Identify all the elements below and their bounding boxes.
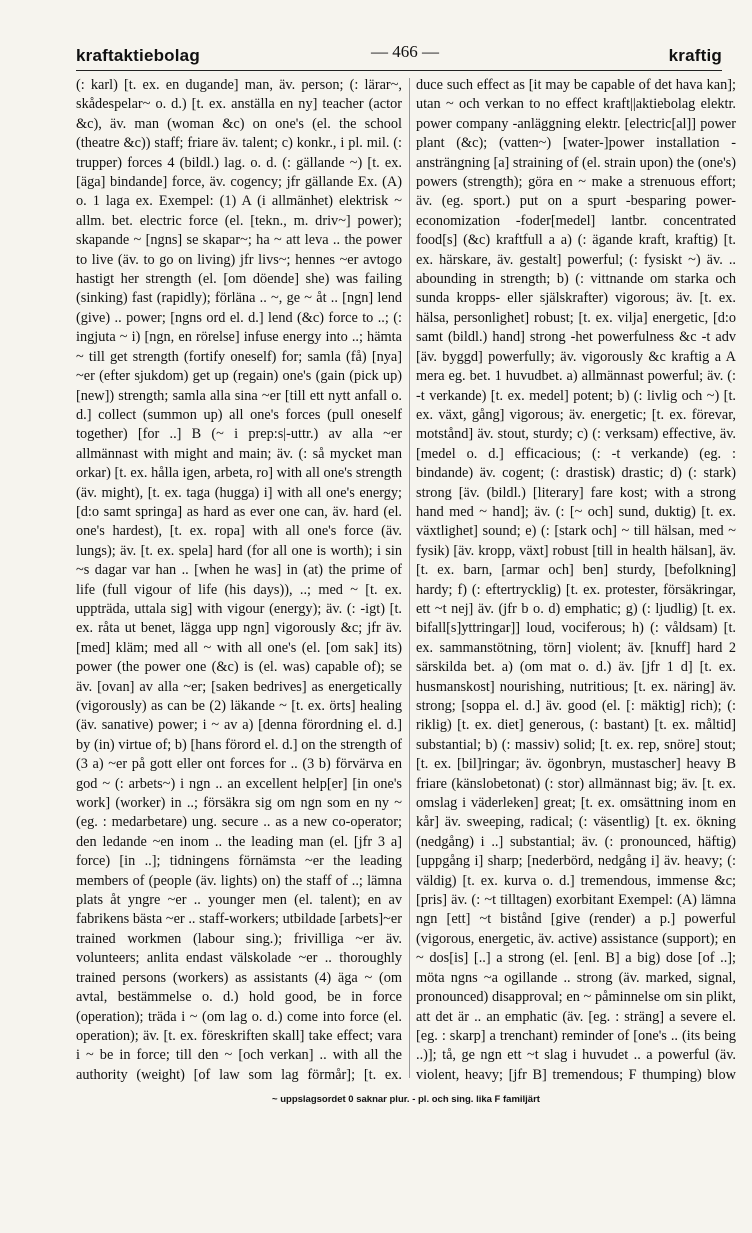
left-column-text: (: karl) [t. ex. en dugande] man, äv. person; (: lärar~, skådespelar~ o. d.) [t. ex. anställa en ny] teacher (actor &c), äv. man (woman &c) on one's (el. the school (theatre &c)) staff; friare äv. talent; c) konkr., i pl. mil. (: trupper) forces 4 (bildl.) lag. o. d. (: gällande ~) [t. ex. [äga] bindande] force, äv. cogency; jfr gällande Ex. (A) o. 1 laga ex. Exempel: (1) A (i allmänhet) elektrisk ~ allm. bet. electric force (el. [tekn., m. driv~] power); skapande ~ [ngns] se skapar~; ha ~ att leva .. the power to live (äv. to go on living) jfr livs~; hennes ~er avtogo hastigt her strength (el. [om döende] she) was failing (sinking) fast (rapidly); förläna .. ~, ge ~ åt .. [ngn] lend (give) .. power; [ngns ord el. d.] lend (&c) force to ..; (: ingjuta ~ i) [ngn, en rörelse] infuse energy into ..; hämta ~ till get strength (fortify oneself) for; samla (få) [nya] ~er (efter sjukdom) get up (regain) one's (gain (pick up) [new]) strength; samla alla sina ~er [till ett nytt anfall o. d.] collect (summon up) all one's forces (pull oneself together) [for ..] B (~ i prep:s|-uttr.) av alla ~er allmännast with might and main; äv. (: så mycket man orkar) [t. ex. hålla igen, arbeta, ro] with all one's strength (äv. might), [t. ex. taga (hugga) i] with all one's energy; [d:o samt springa] as hard as ever one can, äv. hard (el. one's hardest), [t. ex. ropa] with all one's force (äv. lungs); äv. [t. ex. spela] hard (for all one is worth); i sin ~s dagar var han .. [when he was] in (at) the prime of life (full vigour of life (his days)), ..; med ~ [t. ex. uppträda, uttala sig] with vigour (energy); äv. (: -igt) [t. ex. råta ut benet, lägga upp ngn] vigorously &c; jfr äv. [med] kläm; med all ~ with all one's (el. [om sak] its) power (the power one (&c) is (el. was) capable of); se äv. [ovan] av alla ~er; [saken bedrives] as energetically (vigorously) as can be (2) läkande ~ [t. ex. örts] healing (äv. sanative) power; i ~ av a) [denna förordning el. d.] by (in) virtue of; b) [hans förord el. d.] on the strength of (3 a) ~er på gott eller ont forces for .. (3 b) förvärva en god ~ (: arbets~) i ngn .. an excellent help[er] [in one's work] (worker) in ..; försäkra sig om ngn som en ny ~ (eg. : medarbetare) ung. secure .. as a new co-operator; den ledande ~en inom .. the leading man (el. [jfr 3 a] force) [in ..]; tidningens förnämsta ~er the leading members of (people (äv. lights) on) the staff of ..; lämna plats åt yngre ~er .. younger men (el. talent); en av fabrikens bästa ~er .. staff-workers; utbildade [arbets]~er trained workmen (labour sing.); frivilliga ~er äv. volunteers; anlita endast välskolade ~er .. thoroughly trained persons (workers) as assistants (4) äga ~ (om avtal, bestämmelse o. d.) hold good, be in force (operation); träda i ~ (om lag o. d.) come into force (el. operation); äv. [t. ex. föreskriften skall] take effect; vara i ~ be in force; till den ~ [och verkan] .. with all the authority (weight) [of law som lag förmår]; [t. ex. [76, 77, 402, 1083]
header-guide-word-right: kraftig [668, 46, 722, 65]
left-column [76, 76, 402, 1086]
footer-legend: ~ uppslagsordet 0 saknar plur. - pl. och sing. lika F familjärt [272, 1094, 540, 1105]
page-number: — 466 — [371, 42, 439, 61]
right-column-text: duce such effect as [it may be capable of det hava kan]; utan ~ och verkan to no effect kraft||aktiebolag elektr. power company -anläggning elektr. [electric[al]] power plant (&c); (vatten~) [water-]power installation -ansträngning [a] straining of (el. strain upon) the (one's) powers (strength); göra en ~ make a strenuous effort; äv. (eg. sport.) put on a spurt -besparing power-economization -foder[medel] lantbr. concentrated food[s] (&c) kraftfull a a) (: ägande kraft, kraftig) [t. ex. härskare, äv. gestalt] powerful; (: fysiskt ~) äv. .. abounding in strength; b) (: vittnande om starka och sunda kropps- eller själskrafter) vigorous; äv. [t. ex. hälsa, personlighet] robust; [t. ex. vilja] energetic, [d:o samt (bildl.) hand] strong -het powerfulness &c -t adv [äv. byggd] powerfully; äv. vigorously &c kraftig a A mera eg. bet. 1 huvudbet. a) allmännast powerful; äv. (: -t verkande) [t. ex. medel] potent; b) (: livlig och ~) [t. ex. växt, gång] vigorous; äv. energetic; [t. ex. förevar, motstånd] äv. stout, sturdy; c) (: verksam) effective, äv. [medel o. d.] efficacious; (: -t verkande) (eg. : bindande) äv. cogent; (: drastisk) drastic; d) (: stark) strong [äv. (bildl.) [literary] fare kost; with a strong hand med ~ hand]; äv. (: [~ och] sund, duktig) [t. ex. växtlighet] sound; e) (: [stark och] ~ till hälsan, med ~ fysik) [äv. kropp, växt] robust [till in health hälsan], äv. [t. ex. barn, [armar och] ben] sturdy, [befolkning] hardy; f) (: eftertrycklig) [t. ex. protester, försäkringar, ett ~t nej] äv. (jfr b o. d) emphatic; g) (: ljudlig) [t. ex. bifall[s]yttringar]] loud, vociferous; h) (: våldsam) [t. ex. sammanstötning, törn] violent; äv. [knuff] hard 2 särskilda bet. a) (om mat o. d.) äv. [jfr 1 d] [t. ex. husmanskost] nourishing, nutritious; [t. ex. näring] äv. strong; [soppa el. d.] äv. good (el. [: mäktig] rich); (: riklig) [t. ex. diet] generous, (: bastant) [t. ex. måltid] substantial; b) (: massiv) solid; [t. ex. rep, snöre] stout; [t. ex. [bil]ringar; äv. ögonbryn, mustascher] heavy B friare (känslobetonat) (: stor) allmännast big; äv. [t. ex. omslag i väderleken] great; [t. ex. omsättning inom en kår] äv. sweeping, radical; (: väsentlig) [t. ex. ökning (nedgång) i ..] substantial; äv. (: pronounced, häftig) [uppgång i] sharp; [nederbörd, nedgång i] äv. heavy; (: väldig) [t. ex. kurva o. d.] tremendous, immense &c; [pris] äv. (: ~t tilltagen) exorbitant Exempel: (A) lämna ngn [ett] ~t bistånd [give (render) a p.] powerful (vigorous, energetic, äv. active) assistance (support); en ~ dos[is] [..] a strong (el. [enl. B] a big) dose [of ..]; möta ngns ~a ogillande .. strong (äv. marked, signal, pronounced) disapproval; en ~ påminnelse om sin plikt, att det är .. an emphatic (äv. [eg. : sträng] a severe el. [eg. : skarp] a trenchant) reminder of [one's .. (its being ..)]; tå, ge ngn ett ~t slag i huvudet .. a powerful (äv. violent, heavy; [jfr B] tremendous; F thumping) blow [416, 77, 736, 1083]
header-rule [76, 70, 722, 71]
header-guide-word-left: kraftaktiebolag [76, 46, 200, 65]
right-column [416, 76, 736, 1086]
column-divider [409, 78, 410, 1078]
